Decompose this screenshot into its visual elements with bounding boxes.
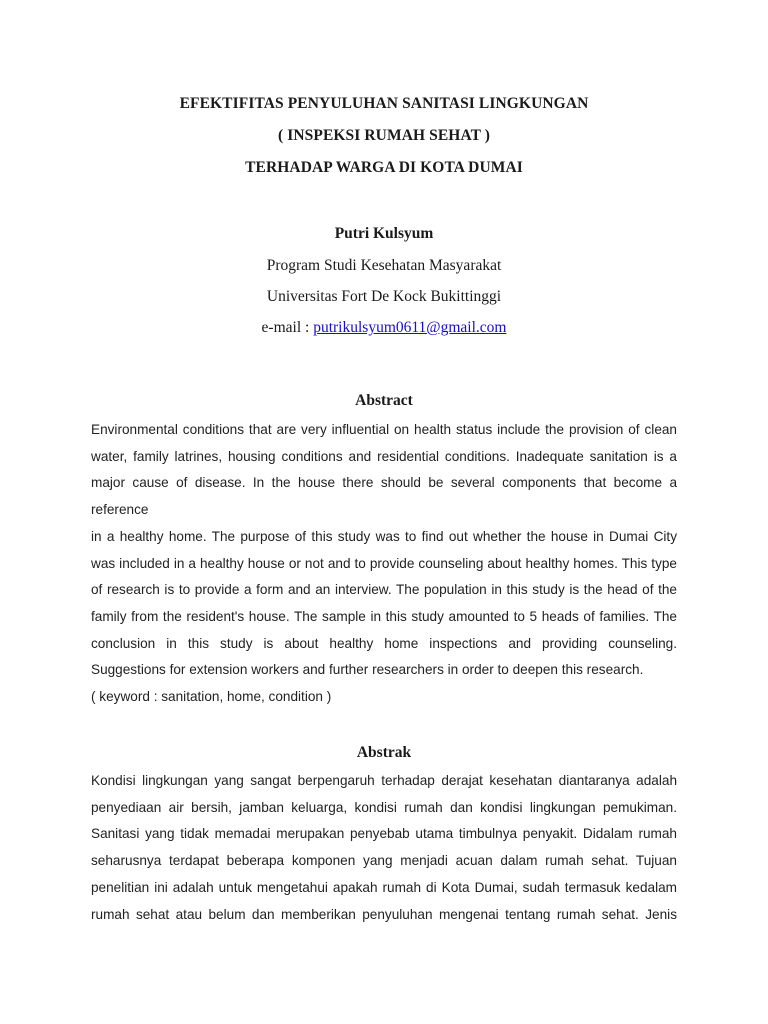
title-line-2: ( INSPEKSI RUMAH SEHAT )	[278, 127, 490, 144]
abstract-line: Suggestions for extension workers and further researchers in order to deepen this research.	[91, 662, 644, 678]
title-line-1: EFEKTIFITAS PENYULUHAN SANITASI LINGKUNGAN	[179, 95, 589, 112]
email-label: e-mail :	[261, 319, 314, 336]
abstract-line: major cause of disease. In the house there should be several components that become a reference	[91, 475, 677, 518]
email-link[interactable]: putrikulsyum0611@gmail.com	[313, 319, 507, 336]
abstrak-line: Kondisi lingkungan yang sangat berpengaruh terhadap derajat kesehatan diantaranya adalah	[91, 773, 677, 788]
abstract-heading: Abstract	[355, 392, 413, 409]
author-email-line	[0, 312, 768, 343]
abstrak-line: seharusnya terdapat beberapa komponen yang menjadi acuan dalam rumah sehat. Tujuan	[91, 853, 677, 869]
abstract-line: water, family latrines, housing conditions and residential conditions. Inadequate sanitation is a	[91, 448, 677, 464]
abstract-line: conclusion in this study is about healthy home inspections and providing counseling.	[91, 635, 677, 651]
abstract-line: family from the resident's house. The sample in this study amounted to 5 heads of families. The	[91, 608, 677, 624]
abstract-keywords: ( keyword : sanitation, home, condition )	[91, 689, 332, 705]
abstrak-line: rumah sehat atau belum dan memberikan penyuluhan mengenai tentang rumah sehat. Jenis	[91, 906, 677, 922]
abstract-line: Environmental conditions that are very influential on health status include the provision of clean	[91, 422, 677, 437]
title-line-3: TERHADAP WARGA DI KOTA DUMAI	[245, 159, 523, 176]
author-block	[0, 218, 768, 343]
abstrak-line: penelitian ini adalah untuk mengetahui apakah rumah di Kota Dumai, sudah termasuk kedalam	[91, 879, 677, 895]
paper-title	[0, 88, 768, 184]
author-university: Universitas Fort De Kock Bukittinggi	[266, 288, 502, 305]
abstract-indonesian	[91, 768, 677, 928]
abstrak-heading: Abstrak	[356, 744, 412, 761]
abstrak-line: penyediaan air bersih, jamban keluarga, kondisi rumah dan kondisi lingkungan pemukiman.	[91, 799, 677, 815]
abstract-english	[91, 417, 677, 711]
abstract-line: in a healthy home. The purpose of this study was to find out whether the house in Dumai City	[91, 528, 677, 544]
abstrak-line: Sanitasi yang tidak memadai merupakan penyebab utama timbulnya penyakit. Didalam rumah	[91, 826, 677, 842]
abstract-line: of research is to provide a form and an interview. The population in this study is the head of the	[91, 582, 677, 598]
abstract-line: was included in a healthy house or not and to provide counseling about healthy homes. This type	[91, 555, 677, 571]
author-program: Program Studi Kesehatan Masyarakat	[266, 257, 502, 274]
author-name: Putri Kulsyum	[334, 225, 434, 242]
